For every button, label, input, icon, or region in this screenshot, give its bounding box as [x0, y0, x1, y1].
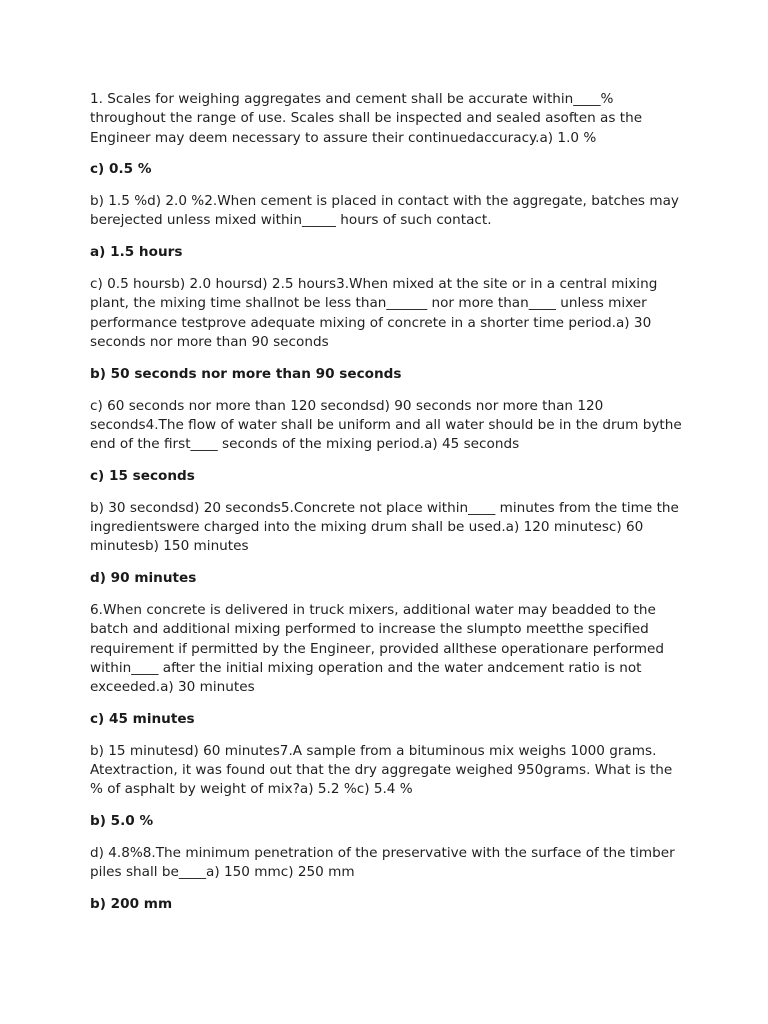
- question-1-answer: c) 0.5 %: [90, 161, 152, 178]
- question-5-answer: d) 90 minutes: [90, 570, 197, 587]
- question-2-text: b) 1.5 %d) 2.0 %2.When cement is placed in contact with the aggregate, batches may berejected unless mixed within_____ hours of such contact.: [90, 193, 679, 229]
- question-7-answer: b) 5.0 %: [90, 813, 154, 830]
- question-5-text: b) 30 secondsd) 20 seconds5.Concrete not place within____ minutes from the time the ingredientswere charged into the mixing drum shall be used.a) 120 minutesc) 60 minutesb) 150 minutes: [90, 499, 679, 555]
- question-8-answer: b) 200 mm: [90, 896, 173, 912]
- question-8-text: d) 4.8%8.The minimum penetration of the preservative with the surface of the timber piles shall be____a) 150 mmc) 250 mm: [90, 844, 675, 881]
- question-3-text: c) 0.5 hoursb) 2.0 hoursd) 2.5 hours3.When mixed at the site or in a central mixing plant, the mixing time shallnot be less than______ nor more than____ unless mixer performance testprove adequate mixing of concrete in a shorter time period.a) 30 seconds nor more than 90 seconds: [90, 276, 658, 350]
- document-body: [90, 90, 682, 927]
- question-2-answer: a) 1.5 hours: [90, 244, 183, 261]
- question-6-text: 6.When concrete is delivered in truck mixers, additional water may beadded to the batch and additional mixing performed to increase the slumpto meetthe specified requirement if permitted by the Engineer, provided allthese operationare performed within____ after the initial mixing operation and the water andcement ratio is not exceeded.a) 30 minutes: [90, 601, 665, 696]
- question-7-text: b) 15 minutesd) 60 minutes7.A sample from a bituminous mix weighs 1000 grams. Atextraction, it was found out that the dry aggregate weighed 950grams. What is the % of asphalt by weight of mix?a) 5.2 %c) 5.4 %: [90, 742, 673, 798]
- question-6-answer: c) 45 minutes: [90, 710, 195, 727]
- question-1-text: 1. Scales for weighing aggregates and cement shall be accurate within____% throughout the range of use. Scales shall be inspected and sealed asoften as the Engineer may deem necessary to assure their continuedaccuracy.a) 1.0 %: [90, 91, 643, 146]
- question-3-answer: b) 50 seconds nor more than 90 seconds: [90, 365, 402, 382]
- question-4-text: c) 60 seconds nor more than 120 secondsd) 90 seconds nor more than 120 seconds4.The flow of water shall be uniform and all water should be in the drum bythe end of the first____ seconds of the mixing period.a) 45 seconds: [90, 397, 682, 453]
- question-4-answer: c) 15 seconds: [90, 467, 195, 484]
